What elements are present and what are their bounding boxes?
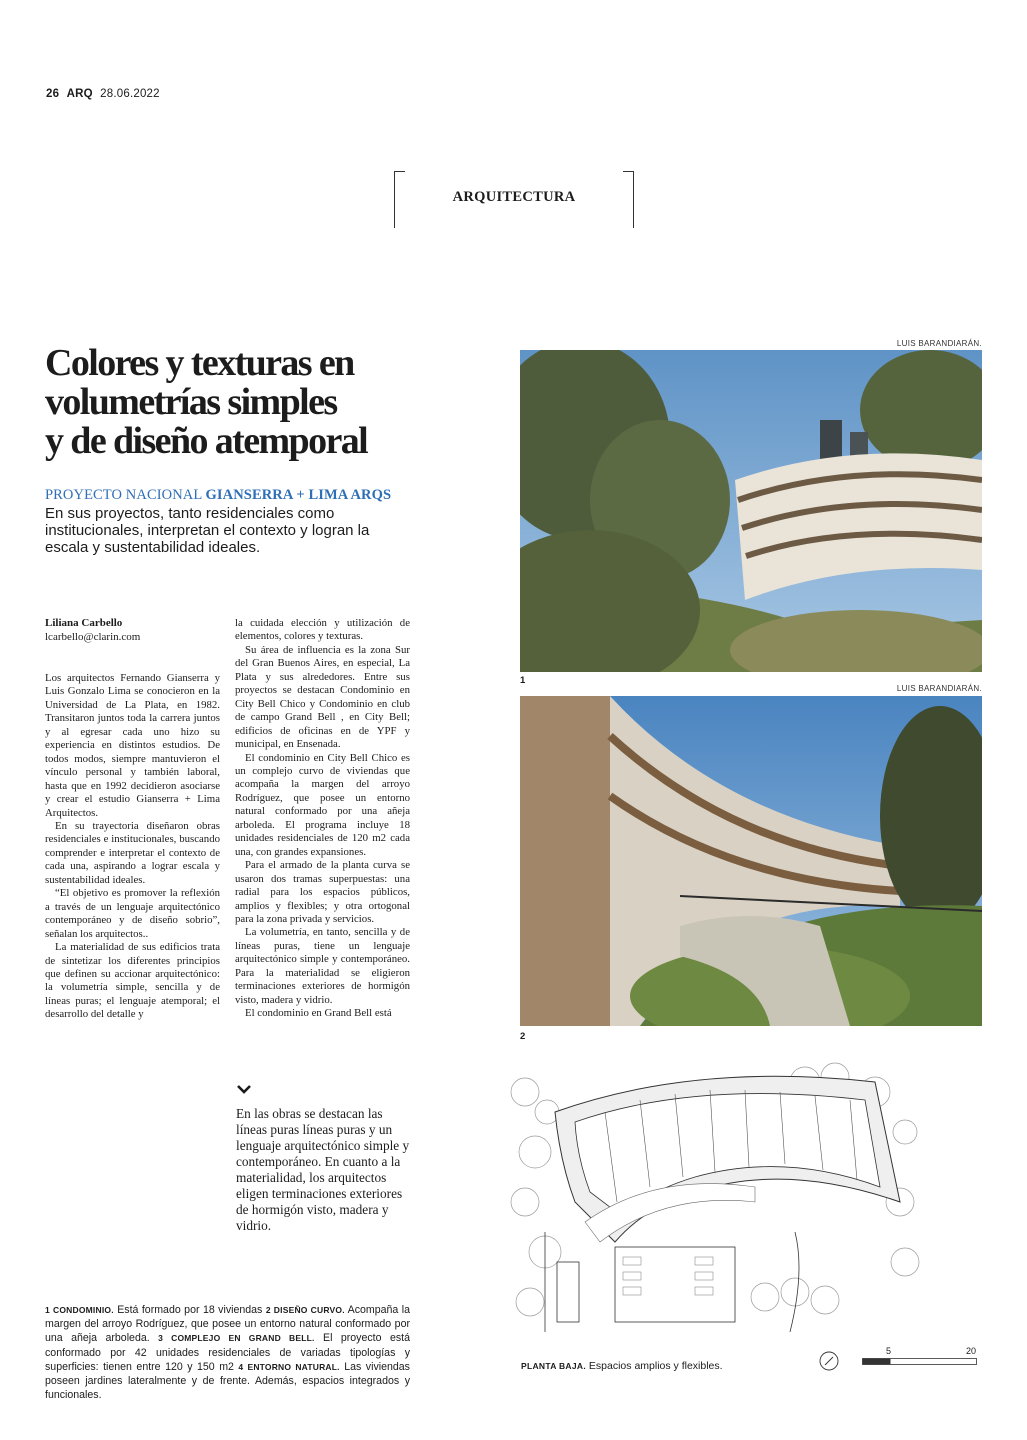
scale-bar bbox=[862, 1346, 980, 1368]
headline-line: y de diseño atemporal bbox=[45, 420, 368, 462]
author-email[interactable]: lcarbello@clarin.com bbox=[45, 631, 141, 643]
north-arrow-icon bbox=[818, 1350, 840, 1372]
headline-line: Colores y texturas en bbox=[45, 342, 354, 384]
body-column-2 bbox=[235, 617, 410, 1021]
author-name: Liliana Carbello bbox=[45, 617, 123, 629]
curved-design-photo bbox=[520, 696, 982, 1026]
plan-caption bbox=[521, 1360, 723, 1372]
condominium-photo bbox=[520, 350, 982, 672]
caption-text: Acompaña la margen del arroyo Rodríguez, que posee un entorno natural conformado por una añeja arboleda. bbox=[45, 1304, 410, 1345]
scale-label: 20 bbox=[966, 1346, 977, 1356]
caption-number: 3 COMPLEJO EN GRAND BELL. bbox=[158, 1333, 315, 1344]
caption-text: Las viviendas poseen jardines lateralmente y de frente. Además, espacios integrados y funcionales. bbox=[45, 1360, 410, 1402]
paragraph: la cuidada elección y utilización de elementos, colores y texturas. bbox=[235, 617, 410, 643]
paragraph: La volumetría, en tanto, sencilla y de líneas puras, tiene un lenguaje arquitectónico simple y contemporáneo. Para la materialidad se eligieron terminaciones exteriores de hormigón visto, madera y vidrio. bbox=[235, 926, 410, 1006]
paragraph: La materialidad de sus edificios trata de sintetizar los diferentes principios que definen su accionar arquitectónico: la volumetría simple, sencilla y de líneas puras; el lenguaje atemporal; el desarrollo del detalle y bbox=[45, 941, 220, 1021]
kicker bbox=[45, 487, 445, 504]
photo-captions bbox=[45, 1303, 410, 1402]
scale-ruler bbox=[862, 1358, 980, 1366]
photo-number: 1 bbox=[520, 675, 526, 686]
chevron-down-icon bbox=[236, 1083, 252, 1095]
body-column-1 bbox=[45, 672, 220, 1022]
section-label: ARQUITECTURA bbox=[452, 189, 576, 205]
page-number: 26 bbox=[46, 88, 60, 100]
headline-line: volumetrías simples bbox=[45, 381, 337, 423]
paragraph: Su área de influencia es la zona Sur del Gran Buenos Aires, en especial, La Plata y sus alrededores. Entre sus proyectos se destacan Condominio en City Bell Chico y Condominio en club de campo Grand Bell , en City Bell; edificios de oficinas en de YPF y municipal, en Ensenada. bbox=[235, 643, 410, 751]
plan-caption-text: Espacios amplios y flexibles. bbox=[588, 1360, 723, 1372]
photo-credit: LUIS BARANDIARÁN. bbox=[896, 339, 982, 348]
caption-text: El proyecto está conformado por 42 unidades residenciales de variadas tipologías y superficies: tienen entre 120 y 150 m2 bbox=[45, 1332, 410, 1373]
paragraph: Para el armado de la planta curva se usaron dos tramas superpuestas: una radial para los espacios públicos, amplios y flexibles; y otra ortogonal para la zona privada y servicios. bbox=[235, 859, 410, 925]
floor-plan-drawing bbox=[505, 1052, 925, 1332]
scale-label: 5 bbox=[886, 1346, 892, 1356]
paragraph: El condominio en City Bell Chico es un complejo curvo de viviendas que acompaña la margen del arroyo Rodríguez, que posee un entorno natural conformado por una añeja arboleda. El programa incluye 18 unidades residenciales de 120 m2 cada una, con grandes expansiones. bbox=[235, 751, 410, 858]
paragraph: En su trayectoria diseñaron obras residenciales e institucionales, buscando comprender e interpretar el contexto de cada una, aspirando a lograr escala y sustentabilidad ideales. bbox=[45, 819, 220, 886]
paragraph: “El objetivo es promover la reflexión a través de un lenguaje arquitectónico contemporáneo y de diseño sobrio”, señalan los arquitectos.. bbox=[45, 887, 220, 940]
kicker-studio: GIANSERRA + LIMA ARQS bbox=[205, 487, 392, 503]
pull-quote: En las obras se destacan las líneas puras líneas puras y un lenguaje arquitectónico simple y contemporáneo. En cuanto a la materialidad, los arquitectos eligen terminaciones exteriores de hormigón visto, madera y vidrio. bbox=[236, 1106, 410, 1233]
paragraph: Los arquitectos Fernando Gianserra y Luis Gonzalo Lima se conocieron en la Universidad de La Plata, en 1982. Transitaron juntos toda la carrera juntos y al egresar cada uno hizo su experiencia en distintos estudios. De todos modos, siempre mantuvieron el vínculo personal y también laboral, hasta que en 1992 decidieron asociarse y crear el estudio Gianserra + Lima Arquitectos. bbox=[45, 672, 220, 819]
photo-number: 2 bbox=[520, 1031, 526, 1042]
deck: En sus proyectos, tanto residenciales como institucionales, interpretan el contexto y logran la escala y sustentabilidad ideales. bbox=[45, 505, 370, 556]
issue-date: 28.06.2022 bbox=[100, 88, 160, 100]
caption-number: 4 ENTORNO NATURAL. bbox=[238, 1361, 340, 1372]
section-label-box bbox=[394, 171, 634, 227]
kicker-prefix: PROYECTO NACIONAL bbox=[45, 487, 202, 503]
caption-text: Está formado por 18 viviendas bbox=[117, 1304, 263, 1316]
caption-number: 2 DISEÑO CURVO. bbox=[265, 1305, 345, 1315]
paragraph: El condominio en Grand Bell está bbox=[245, 1007, 392, 1020]
photo-credit: LUIS BARANDIARÁN. bbox=[896, 684, 982, 693]
section-name: ARQ bbox=[66, 88, 93, 100]
plan-caption-label: PLANTA BAJA. bbox=[521, 1361, 586, 1371]
page-folio bbox=[46, 88, 160, 100]
headline bbox=[45, 344, 445, 461]
caption-number: 1 CONDOMINIO. bbox=[45, 1305, 114, 1315]
